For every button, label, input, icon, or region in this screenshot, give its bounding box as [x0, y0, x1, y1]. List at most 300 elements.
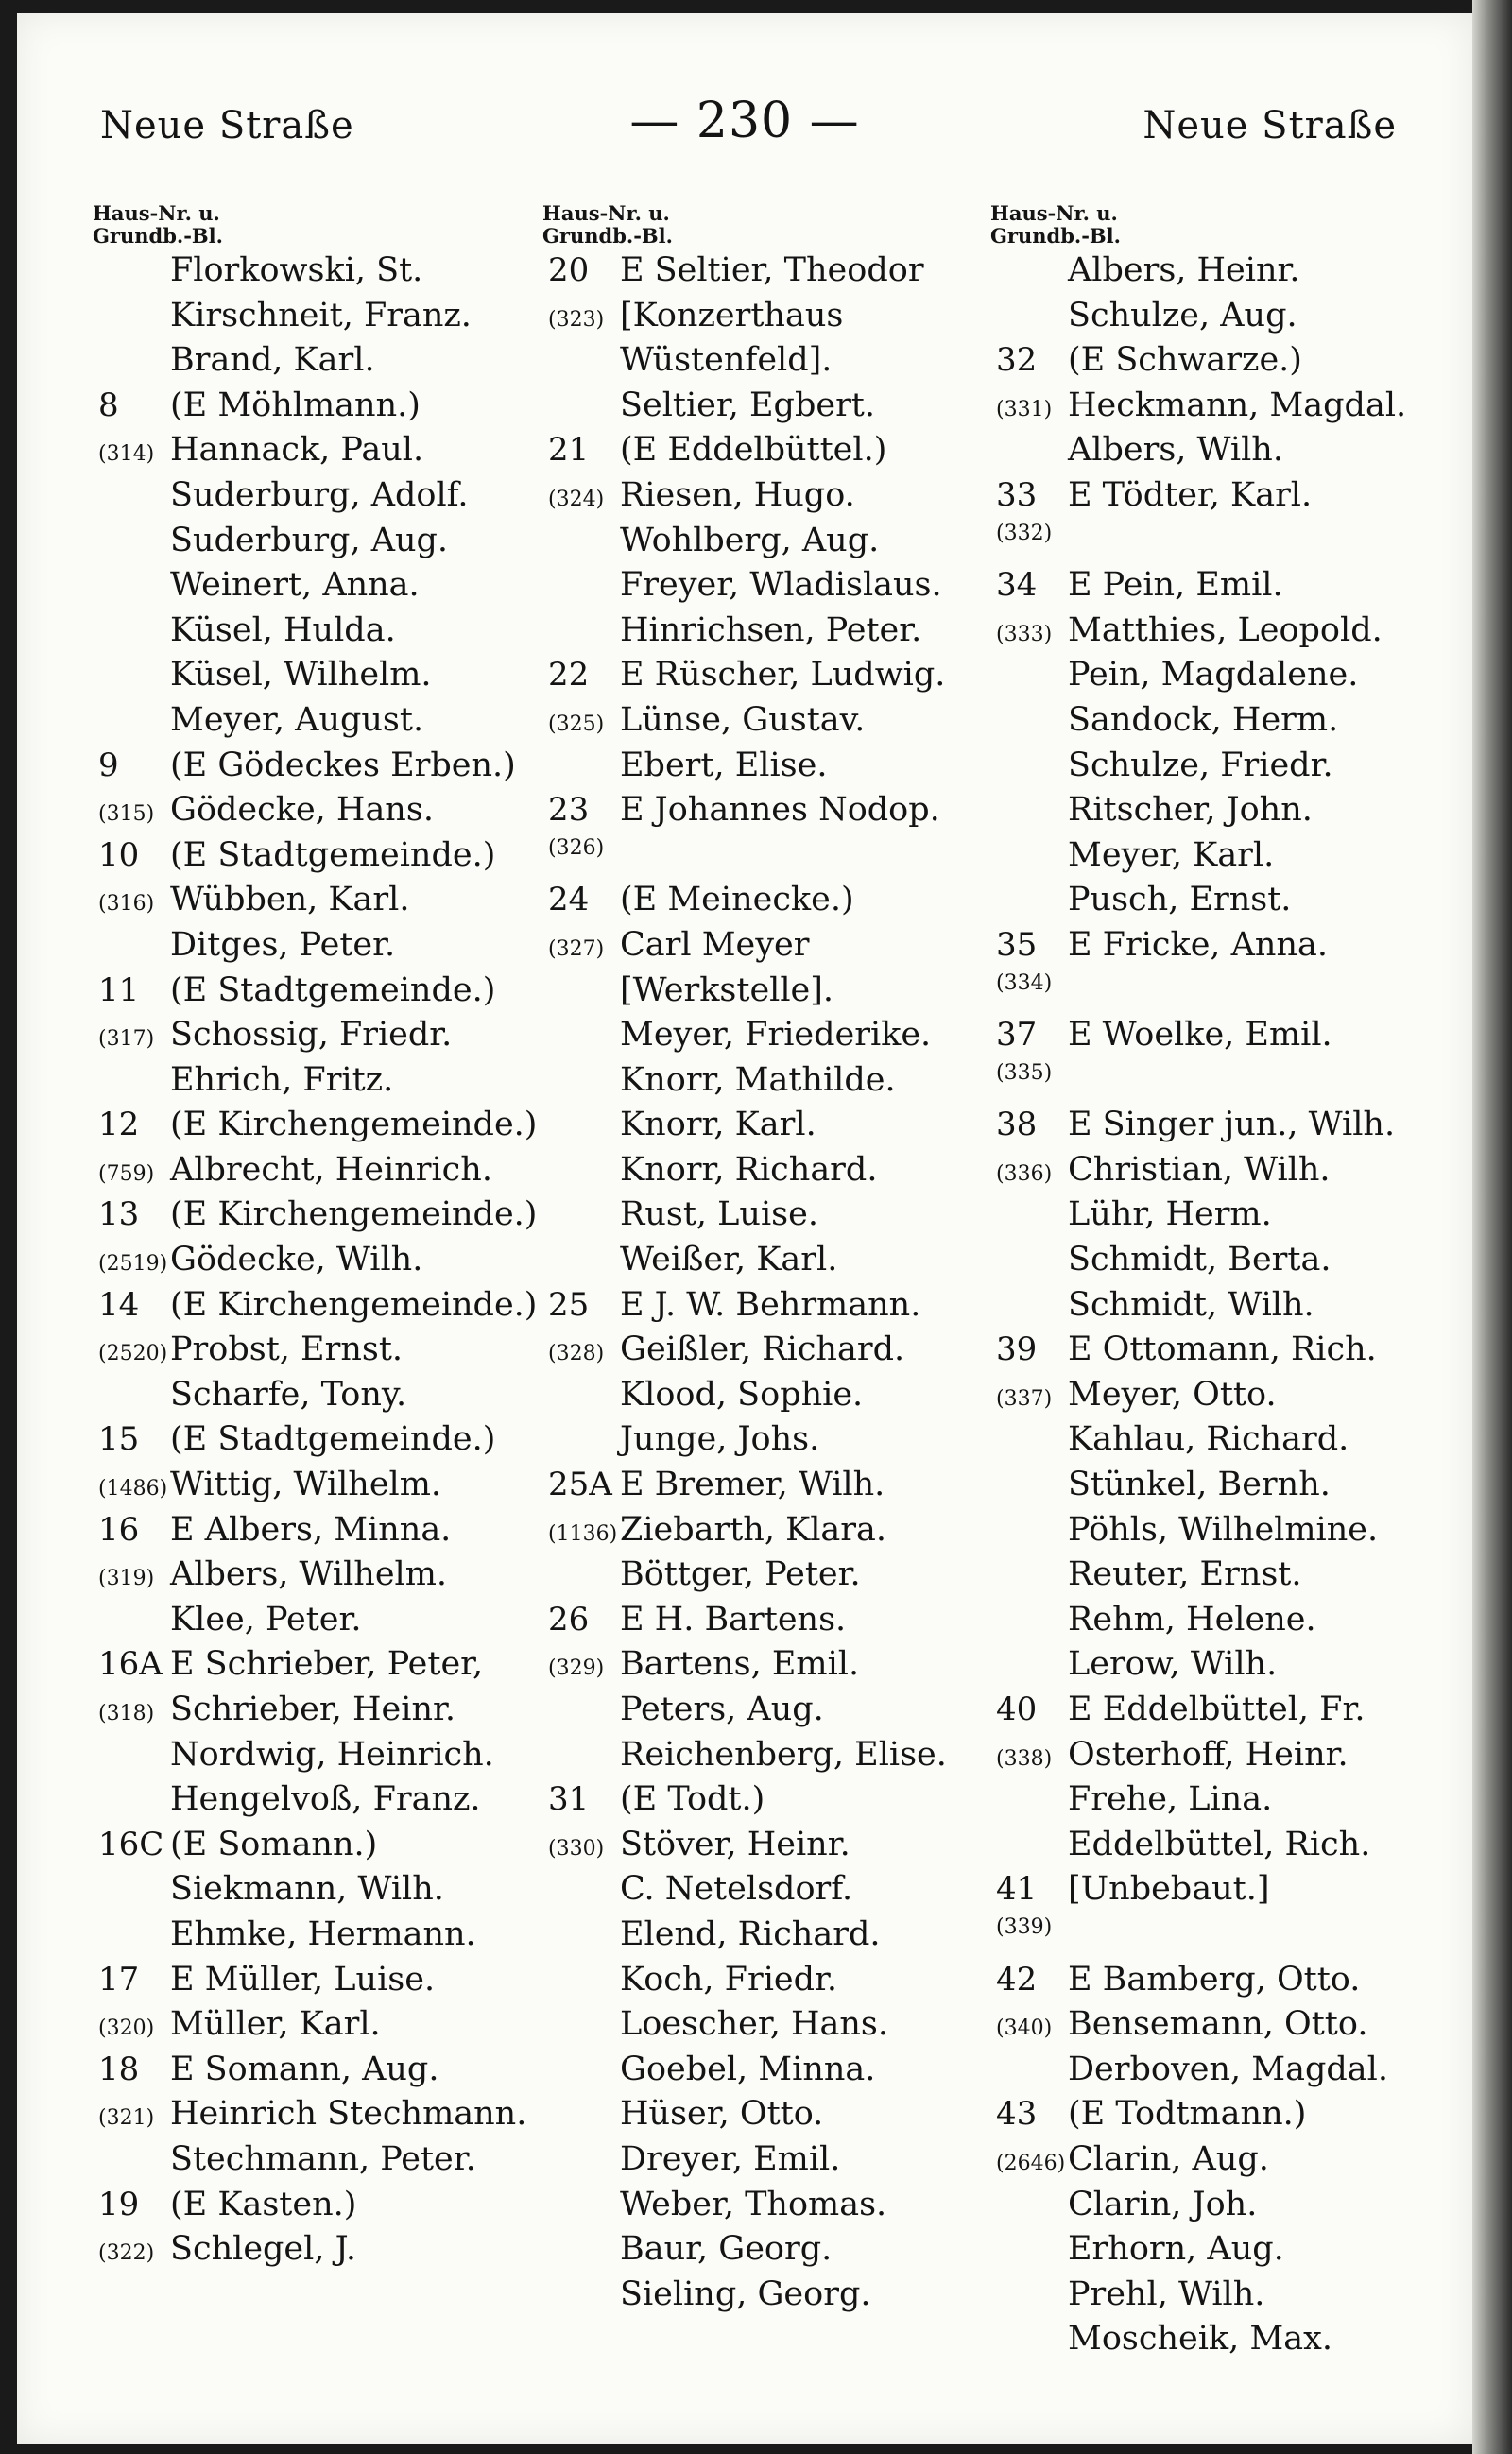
directory-entry — [93, 1915, 565, 1961]
directory-entry — [93, 791, 565, 836]
running-head-left: Neue Straße — [100, 104, 354, 147]
entry-text: Matthies, Leopold. — [1068, 610, 1383, 649]
directory-entry — [93, 341, 565, 386]
directory-entry — [93, 1870, 565, 1915]
entry-text: E Bremer, Wilh. — [620, 1466, 885, 1504]
entry-text: (E Kirchengemeinde.) — [170, 1285, 538, 1324]
entry-number: 22 — [548, 656, 590, 695]
entry-text: Seltier, Egbert. — [620, 386, 875, 424]
directory-entry — [990, 746, 1463, 792]
entry-text: (E Kasten.) — [170, 2185, 357, 2223]
directory-entry — [542, 791, 1015, 836]
entry-number: (318) — [98, 1702, 155, 1725]
entry-number: (330) — [548, 1836, 605, 1861]
directory-entry — [990, 1061, 1463, 1107]
directory-entry — [542, 701, 1015, 746]
entry-text: [Konzerthaus — [620, 296, 844, 335]
entry-text: Meyer, Friederike. — [620, 1016, 932, 1055]
page-number: — 230 — — [629, 93, 860, 149]
directory-entry — [542, 1420, 1015, 1466]
entry-number: (331) — [996, 397, 1053, 421]
entry-text: Brand, Karl. — [170, 341, 375, 380]
entry-number: 20 — [548, 251, 590, 289]
entry-number: (324) — [548, 487, 605, 511]
directory-entry — [990, 881, 1463, 926]
directory-entry — [990, 971, 1463, 1017]
directory-entry — [93, 1061, 565, 1107]
directory-entry — [542, 1690, 1015, 1736]
entry-text: Ziebarth, Klara. — [620, 1510, 887, 1549]
directory-entry — [542, 2005, 1015, 2051]
entry-text: Knorr, Karl. — [620, 1106, 816, 1144]
directory-entry — [93, 2186, 565, 2231]
entry-text: Lerow, Wilh. — [1068, 1645, 1278, 1684]
entry-text: Albers, Wilhelm. — [170, 1555, 448, 1594]
entry-number: (314) — [98, 442, 155, 467]
directory-entry — [990, 1690, 1463, 1736]
entry-text: Albers, Heinr. — [1068, 251, 1300, 289]
entry-text: (E Todtmann.) — [1068, 2095, 1307, 2134]
directory-entry — [93, 926, 565, 971]
entry-text: (E Gödeckes Erben.) — [170, 746, 516, 784]
entry-text: Goebel, Minna. — [620, 2050, 876, 2088]
entry-text: Sieling, Georg. — [620, 2274, 871, 2313]
entry-text: Hengelvoß, Franz. — [170, 1780, 481, 1819]
entry-number: 31 — [548, 1780, 590, 1819]
entry-number: 38 — [996, 1106, 1038, 1144]
entry-text: Christian, Wilh. — [1068, 1150, 1331, 1189]
directory-entry — [542, 1106, 1015, 1151]
directory-entry — [93, 656, 565, 701]
directory-entry — [542, 2095, 1015, 2140]
entry-number: (328) — [548, 1342, 605, 1366]
directory-entry — [93, 1151, 565, 1196]
directory-entry — [542, 1195, 1015, 1241]
entry-text: Florkowski, St. — [170, 251, 423, 289]
directory-entry — [93, 566, 565, 611]
entry-number: 25 — [548, 1285, 590, 1324]
entry-number: (322) — [98, 2241, 155, 2266]
entry-number: 35 — [996, 925, 1038, 964]
directory-entry — [542, 2140, 1015, 2186]
entry-text: (E Todt.) — [620, 1780, 765, 1819]
directory-entry — [990, 2230, 1463, 2275]
entry-text: E Eddelbüttel, Fr. — [1068, 1690, 1366, 1728]
entry-number: (759) — [98, 1161, 155, 1186]
entry-text: Riesen, Hugo. — [620, 475, 855, 514]
directory-entry — [990, 1870, 1463, 1915]
directory-entry — [542, 1376, 1015, 1421]
directory-entry — [990, 1330, 1463, 1376]
entry-text: Moscheik, Max. — [1068, 2320, 1332, 2359]
directory-entry — [93, 386, 565, 432]
entry-text: Suderburg, Adolf. — [170, 475, 469, 514]
entry-number: 16 — [98, 1510, 140, 1549]
directory-entry — [93, 1601, 565, 1646]
entry-number: 16A — [98, 1645, 163, 1684]
directory-entry — [93, 1376, 565, 1421]
column-header — [542, 202, 1015, 248]
entry-text: Hinrichsen, Peter. — [620, 610, 922, 649]
entry-text: Suderburg, Aug. — [170, 521, 449, 559]
entry-text: Elend, Richard. — [620, 1914, 881, 1953]
entry-number: 33 — [996, 475, 1038, 514]
entry-text: Carl Meyer — [620, 925, 810, 964]
entry-text: Freyer, Wladislaus. — [620, 566, 942, 605]
column-header-line1: Haus-Nr. u. — [93, 201, 220, 225]
entry-number: (2520) — [98, 1342, 168, 1366]
entry-text: Stöver, Heinr. — [620, 1825, 850, 1863]
directory-entry — [542, 2186, 1015, 2231]
column-3 — [990, 202, 1463, 2365]
directory-entry — [990, 566, 1463, 611]
directory-entry — [542, 1151, 1015, 1196]
entry-number: (340) — [996, 2016, 1053, 2041]
directory-entry — [542, 1466, 1015, 1511]
directory-entry — [93, 1780, 565, 1826]
entry-text: Weißer, Karl. — [620, 1241, 838, 1279]
entry-text: (E Stadtgemeinde.) — [170, 835, 496, 874]
directory-entry — [93, 522, 565, 567]
directory-entry — [542, 1736, 1015, 1781]
entry-number: 16C — [98, 1825, 164, 1863]
directory-entry — [990, 2275, 1463, 2321]
entry-text: Geißler, Richard. — [620, 1330, 905, 1369]
entry-number: 13 — [98, 1195, 140, 1234]
column-1-rows — [93, 251, 565, 2275]
entry-text: Albrecht, Heinrich. — [170, 1150, 492, 1189]
entry-text: Rust, Luise. — [620, 1195, 818, 1234]
directory-entry — [990, 2186, 1463, 2231]
directory-entry — [93, 1690, 565, 1736]
directory-entry — [990, 1286, 1463, 1331]
directory-entry — [990, 1915, 1463, 1961]
directory-entry — [542, 1511, 1015, 1556]
directory-entry — [990, 251, 1463, 297]
directory-entry — [93, 1420, 565, 1466]
directory-entry — [542, 1826, 1015, 1871]
directory-entry — [93, 701, 565, 746]
directory-entry — [542, 522, 1015, 567]
directory-entry — [93, 1645, 565, 1690]
directory-entry — [990, 1645, 1463, 1690]
entry-number: (329) — [548, 1656, 605, 1681]
entry-text: Pusch, Ernst. — [1068, 881, 1292, 919]
directory-entry — [990, 1376, 1463, 1421]
entry-number: 9 — [98, 746, 119, 784]
entry-text: (E Kirchengemeinde.) — [170, 1106, 538, 1144]
entry-number: (334) — [996, 970, 1053, 995]
entry-text: Baur, Georg. — [620, 2230, 833, 2269]
entry-text: Schossig, Friedr. — [170, 1016, 453, 1055]
entry-text: Siekmann, Wilh. — [170, 1870, 444, 1909]
entry-number: (335) — [996, 1060, 1053, 1085]
entry-text: Wüstenfeld]. — [620, 341, 833, 380]
entry-number: 15 — [98, 1420, 140, 1459]
directory-entry — [990, 926, 1463, 971]
entry-text: Koch, Friedr. — [620, 1960, 838, 1999]
entry-number: 21 — [548, 431, 590, 470]
entry-text: E Singer jun., Wilh. — [1068, 1106, 1396, 1144]
directory-entry — [542, 1870, 1015, 1915]
directory-entry — [93, 1016, 565, 1061]
directory-entry — [93, 476, 565, 522]
directory-entry — [990, 1736, 1463, 1781]
directory-entry — [990, 2095, 1463, 2140]
entry-text: Osterhoff, Heinr. — [1068, 1735, 1349, 1774]
entry-text: Knorr, Richard. — [620, 1150, 878, 1189]
entry-number: 14 — [98, 1285, 140, 1324]
entry-text: Küsel, Wilhelm. — [170, 656, 432, 695]
entry-text: Meyer, Otto. — [1068, 1375, 1277, 1414]
entry-text: Pein, Magdalene. — [1068, 656, 1359, 695]
directory-entry — [990, 701, 1463, 746]
entry-text: Reichenberg, Elise. — [620, 1735, 947, 1774]
entry-number: (339) — [996, 1914, 1053, 1939]
directory-entry — [542, 836, 1015, 882]
directory-entry — [990, 522, 1463, 567]
entry-text: Clarin, Joh. — [1068, 2185, 1258, 2223]
entry-number: (332) — [996, 521, 1053, 545]
entry-text: (E Möhlmann.) — [170, 386, 421, 424]
entry-text: Ebert, Elise. — [620, 746, 828, 784]
entry-number: (1136) — [548, 1521, 618, 1546]
entry-text: Bartens, Emil. — [620, 1645, 860, 1684]
entry-number: 39 — [996, 1330, 1038, 1369]
entry-text: Ditges, Peter. — [170, 925, 396, 964]
directory-entry — [93, 2095, 565, 2140]
entry-number: 17 — [98, 1960, 140, 1999]
directory-entry — [542, 1241, 1015, 1286]
entry-text: (E Meinecke.) — [620, 881, 854, 919]
directory-entry — [990, 1420, 1463, 1466]
directory-entry — [990, 1241, 1463, 1286]
entry-text: Schulze, Aug. — [1068, 296, 1297, 335]
directory-entry — [990, 791, 1463, 836]
column-header-line2: Grundb.-Bl. — [542, 224, 673, 248]
directory-entry — [990, 1780, 1463, 1826]
entry-text: (E Eddelbüttel.) — [620, 431, 887, 470]
entry-number: (323) — [548, 307, 605, 332]
entry-text: C. Netelsdorf. — [620, 1870, 853, 1909]
column-header — [93, 202, 565, 248]
entry-number: 43 — [996, 2095, 1038, 2134]
entry-text: E J. W. Behrmann. — [620, 1285, 921, 1324]
entry-number: (320) — [98, 2016, 155, 2041]
entry-text: Loescher, Hans. — [620, 2005, 888, 2044]
entry-text: Schlegel, J. — [170, 2230, 357, 2269]
entry-text: Ehmke, Hermann. — [170, 1914, 476, 1953]
entry-text: Bensemann, Otto. — [1068, 2005, 1368, 2044]
entry-text: Kirschneit, Franz. — [170, 296, 472, 335]
entry-number: 24 — [548, 881, 590, 919]
directory-entry — [93, 1106, 565, 1151]
entry-number: 42 — [996, 1960, 1038, 1999]
directory-entry — [990, 1466, 1463, 1511]
entry-number: (326) — [548, 835, 605, 860]
entry-text: Erhorn, Aug. — [1068, 2230, 1284, 2269]
entry-text: Dreyer, Emil. — [620, 2139, 841, 2178]
directory-entry — [93, 2005, 565, 2051]
entry-text: Rehm, Helene. — [1068, 1600, 1316, 1639]
entry-text: Knorr, Mathilde. — [620, 1060, 896, 1099]
entry-text: E Ottomann, Rich. — [1068, 1330, 1377, 1369]
entry-text: Schmidt, Berta. — [1068, 1241, 1332, 1279]
entry-text: [Unbebaut.] — [1068, 1870, 1270, 1909]
directory-entry — [542, 2230, 1015, 2275]
directory-entry — [93, 1736, 565, 1781]
entry-number: (316) — [98, 892, 155, 917]
directory-entry — [542, 341, 1015, 386]
entry-number: (338) — [996, 1746, 1053, 1771]
entry-text: Klee, Peter. — [170, 1600, 362, 1639]
entry-text: E Woelke, Emil. — [1068, 1016, 1332, 1055]
entry-text: Nordwig, Heinrich. — [170, 1735, 494, 1774]
entry-text: Clarin, Aug. — [1068, 2139, 1269, 2178]
entry-text: Weinert, Anna. — [170, 566, 420, 605]
entry-number: (317) — [98, 1027, 155, 1052]
entry-text: Stünkel, Bernh. — [1068, 1466, 1331, 1504]
entry-number: 19 — [98, 2185, 140, 2223]
directory-entry — [542, 386, 1015, 432]
entry-text: Schmidt, Wilh. — [1068, 1285, 1314, 1324]
entry-text: Schulze, Friedr. — [1068, 746, 1333, 784]
entry-text: E Fricke, Anna. — [1068, 925, 1329, 964]
directory-entry — [93, 1286, 565, 1331]
entry-text: (E Schwarze.) — [1068, 341, 1302, 380]
directory-entry — [990, 2140, 1463, 2186]
entry-text: (E Stadtgemeinde.) — [170, 1420, 496, 1459]
directory-entry — [93, 431, 565, 476]
entry-text: Prehl, Wilh. — [1068, 2274, 1265, 2313]
directory-entry — [542, 2275, 1015, 2321]
directory-entry — [990, 2051, 1463, 2096]
directory-entry — [542, 971, 1015, 1017]
directory-entry — [990, 1826, 1463, 1871]
entry-text: Kahlau, Richard. — [1068, 1420, 1349, 1459]
entry-text: Junge, Johs. — [620, 1420, 820, 1459]
entry-text: E Tödter, Karl. — [1068, 475, 1313, 514]
entry-number: 23 — [548, 791, 590, 830]
entry-text: E Müller, Luise. — [170, 1960, 436, 1999]
entry-text: Hannack, Paul. — [170, 431, 424, 470]
directory-entry — [542, 1601, 1015, 1646]
directory-entry — [990, 1106, 1463, 1151]
directory-entry — [93, 746, 565, 792]
directory-entry — [990, 1555, 1463, 1601]
directory-page — [17, 13, 1472, 2444]
entry-text: Ehrich, Fritz. — [170, 1060, 394, 1099]
entry-text: Küsel, Hulda. — [170, 610, 396, 649]
column-2 — [542, 202, 1015, 2320]
directory-entry — [990, 1016, 1463, 1061]
entry-text: Albers, Wilh. — [1068, 431, 1283, 470]
entry-number: 32 — [996, 341, 1038, 380]
entry-text: E Rüscher, Ludwig. — [620, 656, 946, 695]
entry-number: 34 — [996, 566, 1038, 605]
entry-text: E Pein, Emil. — [1068, 566, 1283, 605]
directory-entry — [542, 1645, 1015, 1690]
directory-entry — [542, 611, 1015, 657]
directory-entry — [990, 476, 1463, 522]
entry-text: Müller, Karl. — [170, 2005, 381, 2044]
directory-entry — [990, 431, 1463, 476]
entry-number: 37 — [996, 1016, 1038, 1055]
entry-number: 8 — [98, 386, 119, 424]
directory-entry — [990, 656, 1463, 701]
entry-number: (315) — [98, 802, 155, 827]
directory-entry — [990, 1195, 1463, 1241]
column-3-rows — [990, 251, 1463, 2365]
entry-number: 12 — [98, 1106, 140, 1144]
entry-number: (2519) — [98, 1252, 168, 1277]
directory-entry — [990, 2005, 1463, 2051]
entry-text: Frehe, Lina. — [1068, 1780, 1273, 1819]
directory-entry — [93, 2051, 565, 2096]
directory-entry — [990, 611, 1463, 657]
entry-number: (336) — [996, 1161, 1053, 1186]
entry-text: E Somann, Aug. — [170, 2050, 439, 2088]
entry-text: Eddelbüttel, Rich. — [1068, 1825, 1371, 1863]
directory-entry — [542, 251, 1015, 297]
entry-text: Meyer, August. — [170, 700, 424, 739]
entry-text: E Seltier, Theodor — [620, 251, 924, 289]
directory-entry — [93, 251, 565, 297]
directory-entry — [93, 881, 565, 926]
entry-text: (E Stadtgemeinde.) — [170, 970, 496, 1009]
entry-number: (1486) — [98, 1477, 168, 1502]
directory-entry — [542, 881, 1015, 926]
entry-text: E Albers, Minna. — [170, 1510, 452, 1549]
entry-text: Hüser, Otto. — [620, 2095, 824, 2134]
directory-entry — [93, 1195, 565, 1241]
directory-entry — [542, 1961, 1015, 2006]
directory-entry — [542, 1016, 1015, 1061]
entry-number: (319) — [98, 1567, 155, 1591]
entry-text: Probst, Ernst. — [170, 1330, 404, 1369]
entry-text: Stechmann, Peter. — [170, 2139, 476, 2178]
entry-text: Heinrich Stechmann. — [170, 2095, 527, 2134]
directory-entry — [93, 1330, 565, 1376]
entry-number: 26 — [548, 1600, 590, 1639]
entry-number: (321) — [98, 2106, 155, 2131]
entry-number: (2646) — [996, 2151, 1066, 2175]
entry-text: E H. Bartens. — [620, 1600, 847, 1639]
directory-entry — [542, 1555, 1015, 1601]
directory-entry — [990, 1961, 1463, 2006]
entry-text: (E Kirchengemeinde.) — [170, 1195, 538, 1234]
directory-entry — [990, 1511, 1463, 1556]
entry-text: Lühr, Herm. — [1068, 1195, 1272, 1234]
entry-text: Ritscher, John. — [1068, 791, 1313, 830]
directory-entry — [93, 1466, 565, 1511]
entry-number: 25A — [548, 1466, 612, 1504]
directory-entry — [990, 2320, 1463, 2365]
column-header-line1: Haus-Nr. u. — [990, 201, 1118, 225]
directory-entry — [93, 1511, 565, 1556]
directory-entry — [93, 1826, 565, 1871]
entry-text: Wittig, Wilhelm. — [170, 1466, 442, 1504]
column-header-line2: Grundb.-Bl. — [990, 224, 1121, 248]
entry-text: E Johannes Nodop. — [620, 791, 940, 830]
directory-entry — [93, 1241, 565, 1286]
entry-text: Lünse, Gustav. — [620, 700, 866, 739]
entry-number: (337) — [996, 1386, 1053, 1411]
entry-text: E Schrieber, Peter, — [170, 1645, 484, 1684]
entry-number: (325) — [548, 712, 605, 736]
directory-entry — [990, 1601, 1463, 1646]
entry-text: Klood, Sophie. — [620, 1375, 864, 1414]
